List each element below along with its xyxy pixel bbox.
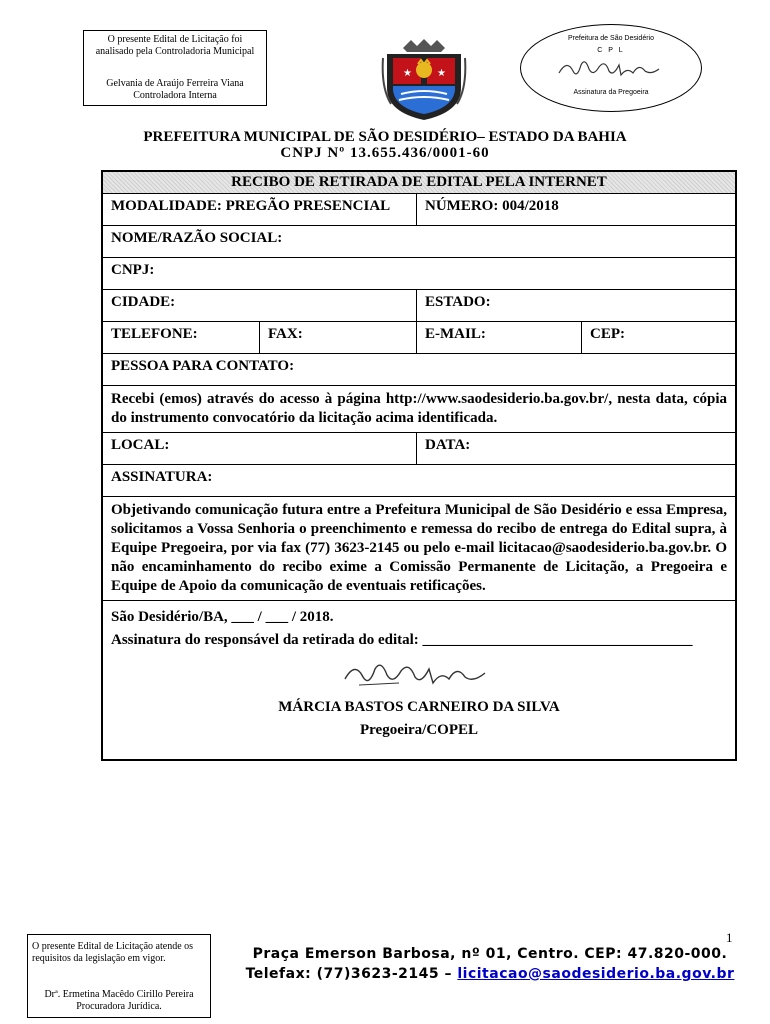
footer-contact — [240, 966, 740, 982]
footer-address: Praça Emerson Barbosa, nº 01, Centro. CEP: 47.820-000. — [252, 946, 728, 962]
form-title: RECIBO DE RETIRADA DE EDITAL PELA INTERNET — [103, 172, 736, 194]
municipal-crest-icon — [381, 38, 467, 127]
procuradoria-stamp-text: O presente Edital de Licitação atende os requisitos da legislação em vigor. — [32, 941, 194, 964]
controladoria-stamp-line1: O presente Edital de Licitação foi — [107, 34, 243, 45]
svg-text:★: ★ — [403, 68, 412, 79]
objetivando-text: Objetivando comunicação futura entre a Prefeitura Municipal de São Desidério e essa Empresa, solicitamos a Vossa Senhoria o preenchimento e remessa do recibo de entrega do Edital supra, à Equipe Pregoeira, por via fax (77) 3623-2145 ou pelo e-mail licitacao@saodesiderio.ba.gov.br. O não encaminhamento do recibo exime a Comissão Permanente de Licitação, a Pregoeira e Equipe de Apoio da comunicação de eventuais retificações. — [103, 497, 736, 601]
footer-email-link[interactable]: licitacao@saodesiderio.ba.gov.br — [457, 966, 735, 982]
field-fax[interactable]: FAX: — [260, 322, 417, 354]
field-assinatura[interactable]: ASSINATURA: — [103, 465, 736, 497]
procuradoria-signer-block — [28, 989, 210, 1013]
field-modalidade: MODALIDADE: PREGÃO PRESENCIAL — [103, 194, 417, 226]
page-number: 1 — [726, 930, 733, 945]
header-cnpj: CNPJ Nº 13.655.436/0001-60 — [280, 145, 490, 161]
field-telefone[interactable]: TELEFONE: — [103, 322, 260, 354]
procuradoria-signer: Drª. Ermetina Macêdo Cirillo Pereira — [44, 989, 194, 1000]
cpl-stamp-cpl: C P L — [597, 47, 625, 54]
svg-text:★: ★ — [437, 68, 446, 79]
date-line: São Desidério/BA, ___ / ___ / 2018. — [111, 609, 334, 625]
receipt-form — [101, 170, 737, 761]
signer-role: Pregoeira/COPEL — [359, 722, 479, 738]
field-cep[interactable]: CEP: — [582, 322, 736, 354]
header-municipality: PREFEITURA MUNICIPAL DE SÃO DESIDÉRIO– ESTADO DA BAHIA — [143, 129, 627, 145]
responsavel-line: Assinatura do responsável da retirada do edital: ____________________________________ — [111, 632, 693, 648]
procuradoria-stamp — [27, 934, 211, 1018]
procuradoria-role: Procuradora Jurídica. — [76, 1001, 162, 1012]
recebi-text: Recebi (emos) através do acesso à página http://www.saodesiderio.ba.gov.br/, nesta data, cópia do instrumento convocatório da licitação acima identificada. — [103, 386, 736, 433]
pregoeira-signature-small-icon — [555, 55, 667, 83]
field-numero: NÚMERO: 004/2018 — [417, 194, 736, 226]
controladoria-stamp — [83, 30, 267, 106]
field-estado[interactable]: ESTADO: — [417, 290, 736, 322]
controladoria-role: Controladora Interna — [133, 90, 217, 101]
field-cidade[interactable]: CIDADE: — [103, 290, 417, 322]
cpl-stamp-caption: Assinatura da Pregoeira — [573, 89, 649, 96]
field-contato[interactable]: PESSOA PARA CONTATO: — [103, 354, 736, 386]
field-local[interactable]: LOCAL: — [103, 433, 417, 465]
field-cnpj[interactable]: CNPJ: — [103, 258, 736, 290]
field-email[interactable]: E-MAIL: — [417, 322, 582, 354]
field-data[interactable]: DATA: — [417, 433, 736, 465]
cpl-stamp-org: Prefeitura de São Desidério — [568, 35, 654, 42]
field-nome[interactable]: NOME/RAZÃO SOCIAL: — [103, 226, 736, 258]
signer-name: MÁRCIA BASTOS CARNEIRO DA SILVA — [278, 699, 560, 715]
controladoria-stamp-line2: analisado pela Controladoria Municipal — [95, 46, 255, 57]
pregoeira-signature-icon — [339, 655, 499, 693]
cpl-stamp — [520, 24, 702, 112]
footer-telefax: Telefax: (77)3623-2145 – — [245, 966, 458, 982]
controladoria-signer: Gelvania de Araújo Ferreira Viana — [106, 78, 244, 89]
